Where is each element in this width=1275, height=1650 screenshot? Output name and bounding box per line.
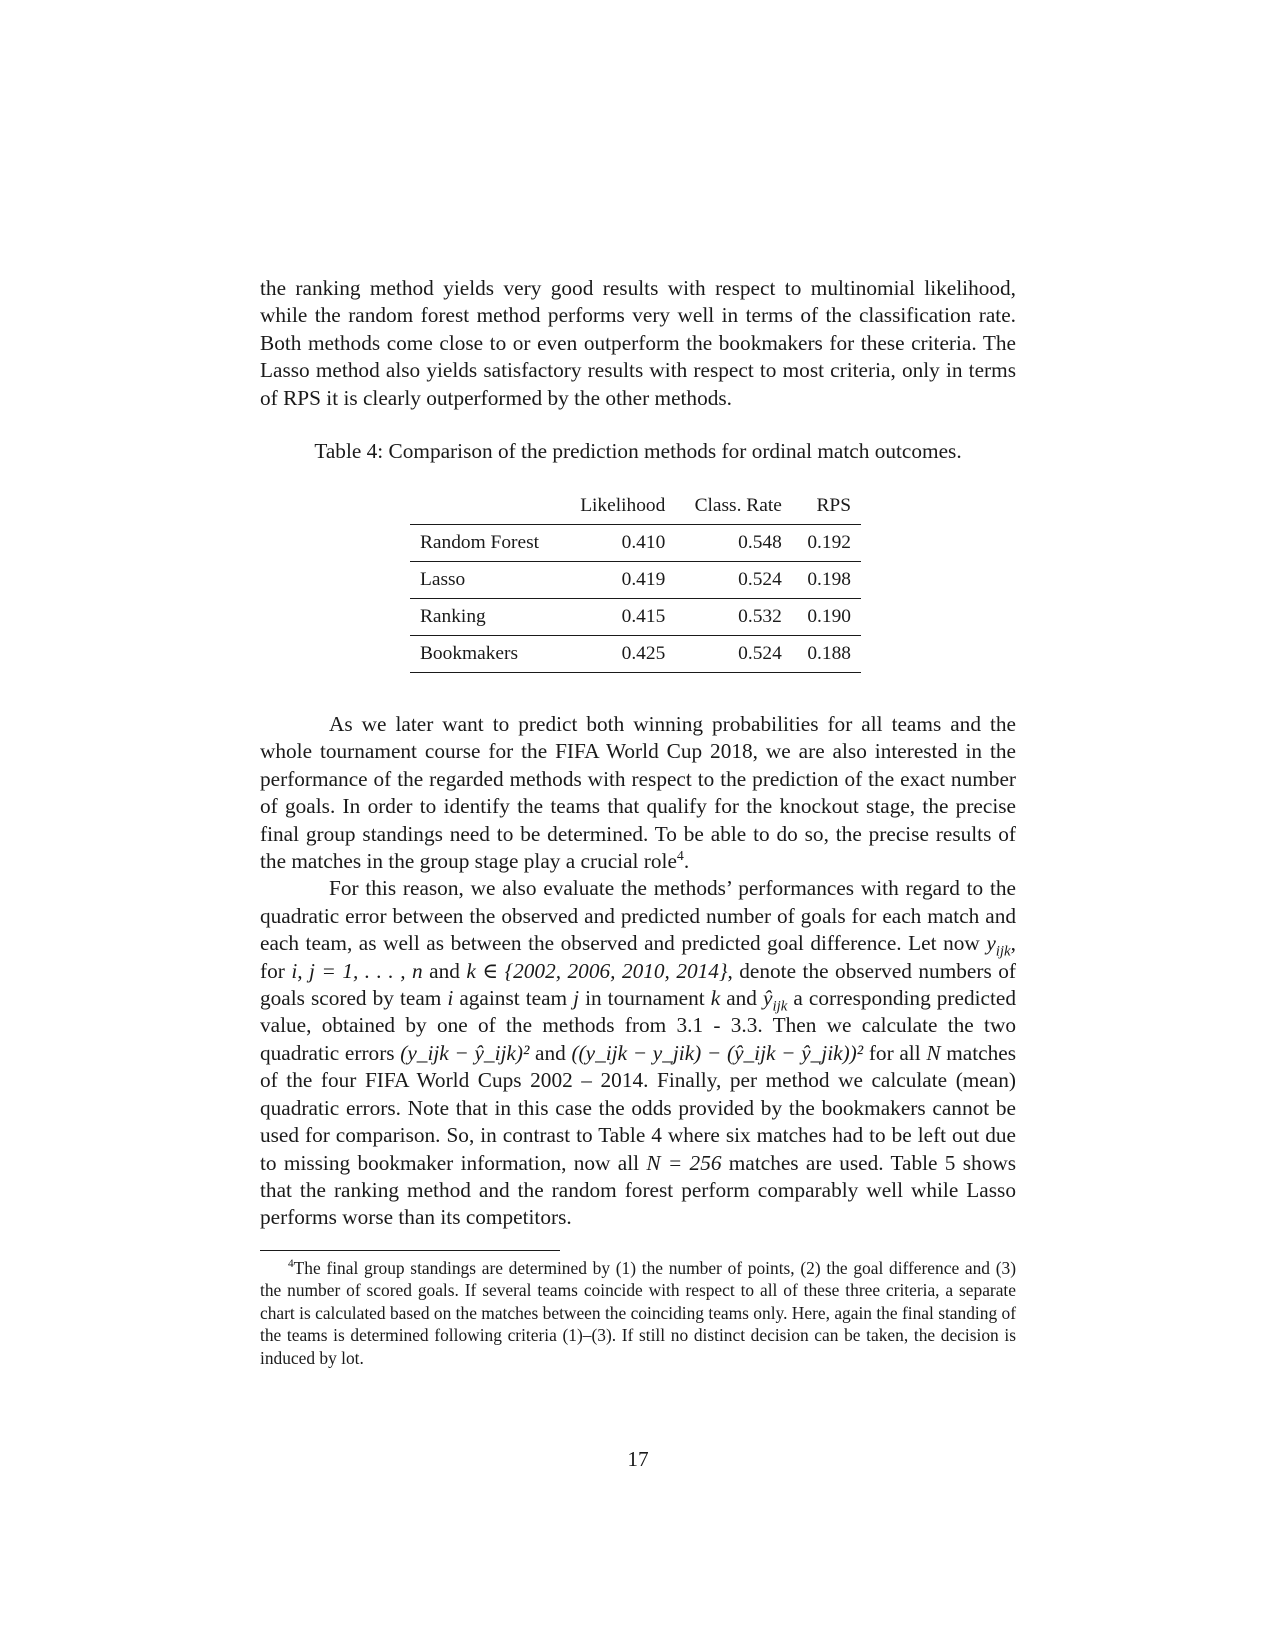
cell-method: Lasso bbox=[420, 569, 466, 590]
cell-likelihood: 0.410 bbox=[621, 532, 666, 553]
table-header-row bbox=[410, 493, 861, 525]
text-run: against team bbox=[453, 986, 574, 1011]
cell-class-rate: 0.548 bbox=[738, 532, 782, 553]
table-row bbox=[410, 599, 861, 636]
text-run: , denote the observed numbers of goals scored by team bbox=[260, 958, 1016, 1011]
text-run: matches are used. Table 5 shows that the ranking method and the random forest perform comparably well while Lasso performs worse than its competitors. bbox=[260, 1150, 1017, 1230]
footnote-marker: 4 bbox=[676, 847, 684, 863]
page-number: 17 bbox=[627, 1447, 649, 1471]
cell-class-rate: 0.524 bbox=[738, 643, 782, 664]
math-error-goals: (y_ijk − ŷ_ijk)² bbox=[400, 1040, 530, 1065]
table-row bbox=[410, 636, 861, 673]
footnote-paragraph bbox=[260, 1257, 1016, 1369]
table-row bbox=[410, 525, 861, 562]
header-rps: RPS bbox=[816, 495, 851, 516]
math-n-equals: N = 256 bbox=[646, 1150, 722, 1175]
cell-method: Random Forest bbox=[420, 532, 540, 553]
cell-rps: 0.190 bbox=[807, 606, 851, 627]
paragraph-end: . bbox=[683, 849, 690, 874]
header-likelihood: Likelihood bbox=[580, 495, 666, 516]
cell-rps: 0.198 bbox=[807, 569, 851, 590]
cell-likelihood: 0.415 bbox=[621, 606, 666, 627]
math-j: j bbox=[573, 986, 580, 1011]
text-run: matches of the four FIFA World Cups 2002 – 2014. Finally, per method we calculate (mean) quadratic errors. Note that in this case the odds provided by the bookmakers cannot be used for comparison. So, in contrast to Table 4 where six matches had to be left out due to missing bookmaker information, now all bbox=[260, 1040, 1017, 1175]
math-index-range: i, j = 1, . . . , n bbox=[291, 958, 423, 983]
paragraph-quadratic-error bbox=[260, 875, 1016, 1231]
text-run: , for bbox=[260, 931, 1016, 983]
cell-class-rate: 0.524 bbox=[738, 569, 782, 590]
paragraph-prediction-goals bbox=[260, 711, 1016, 875]
math-error-goal-difference: ((y_ijk − y_jik) − (ŷ_ijk − ŷ_jik))² bbox=[571, 1040, 864, 1065]
footnote-mark: 4 bbox=[288, 1258, 294, 1271]
footnote-divider bbox=[260, 1250, 560, 1251]
math-n: N bbox=[926, 1040, 941, 1065]
results-table bbox=[410, 493, 861, 673]
text-run: a corresponding predicted value, obtained by one of the methods from 3.1 - 3.3. Then we calculate the two quadratic errors bbox=[260, 986, 1016, 1065]
text-run: For this reason, we also evaluate the methods’ performances with regard to the quadratic error between the observed and predicted number of goals for each match and each team, as well as between the observed and predicted goal difference. Let now bbox=[260, 876, 1016, 956]
footnote bbox=[260, 1257, 1016, 1369]
body-text bbox=[260, 711, 1016, 1232]
cell-method: Bookmakers bbox=[420, 643, 519, 664]
paragraph-text: As we later want to predict both winning probabilities for all teams and the whole tournament course for the FIFA World Cup 2018, we are also interested in the performance of the regarded methods with respect to the prediction of the exact number of goals. In order to identify the teams that qualify for the knockout stage, the precise final group standings need to be determined. To be able to do so, the precise results of the matches in the group stage play a crucial role bbox=[260, 712, 1016, 874]
cell-likelihood: 0.425 bbox=[621, 643, 666, 664]
cell-likelihood: 0.419 bbox=[621, 569, 666, 590]
table-caption: Table 4: Comparison of the prediction methods for ordinal match outcomes. bbox=[314, 439, 962, 463]
cell-method: Ranking bbox=[420, 606, 486, 627]
intro-paragraph: the ranking method yields very good results with respect to multinomial likelihood, while the random forest method performs very well in terms of the classification rate. Both methods come close to or even outperform the bookmakers for these criteria. The Lasso method also yields satisfactory results with respect to most criteria, only in terms of RPS it is clearly outperformed by the other methods. bbox=[260, 276, 1016, 410]
header-method bbox=[410, 493, 561, 525]
math-y: y bbox=[986, 931, 996, 956]
text-run: and bbox=[422, 958, 467, 983]
footnote-text: The final group standings are determined by (1) the number of points, (2) the goal difference and (3) the number of scored goals. If several teams coincide with respect to all of these three criteria, a separate chart is calculated based on the matches between the coinciding teams only. Here, again the final standing of the teams is determined following criteria (1)–(3). If still no distinct decision can be taken, the decision is induced by lot. bbox=[260, 1258, 1016, 1368]
table-row bbox=[410, 562, 861, 599]
math-subscript: ijk bbox=[772, 998, 788, 1015]
math-y-hat: ŷ bbox=[763, 986, 773, 1011]
cell-rps: 0.188 bbox=[807, 643, 851, 664]
text-run: and bbox=[720, 986, 763, 1011]
math-subscript: ijk bbox=[995, 943, 1011, 960]
cell-class-rate: 0.532 bbox=[738, 606, 782, 627]
cell-rps: 0.192 bbox=[807, 532, 851, 553]
text-run: for all bbox=[863, 1040, 927, 1065]
text-run: and bbox=[529, 1040, 572, 1065]
text-run: in tournament bbox=[579, 986, 711, 1011]
math-year-set: k ∈ {2002, 2006, 2010, 2014} bbox=[466, 958, 728, 983]
math-k: k bbox=[710, 986, 721, 1011]
header-class-rate: Class. Rate bbox=[694, 495, 782, 516]
math-i: i bbox=[447, 986, 454, 1011]
